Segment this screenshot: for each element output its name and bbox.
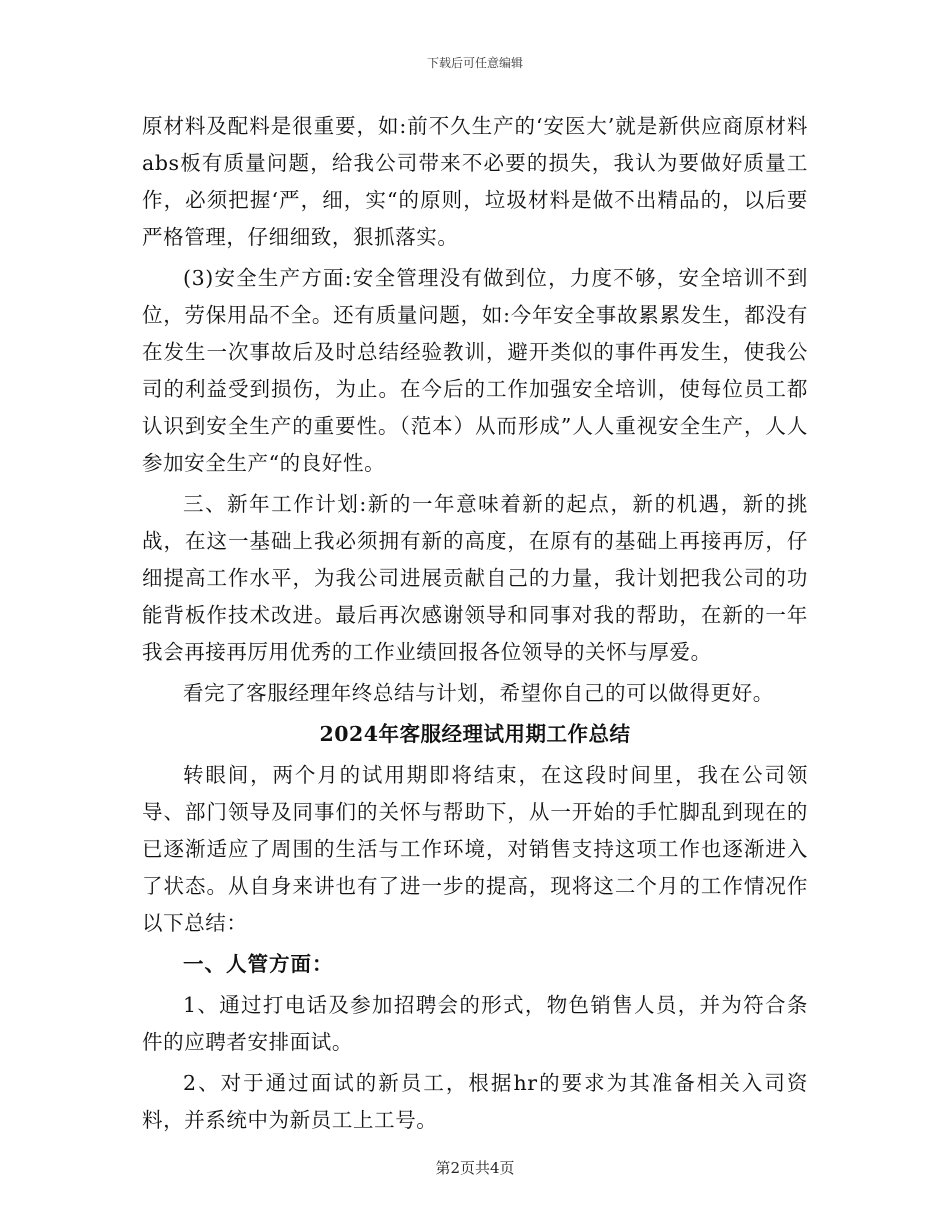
paragraph-closing: 看完了客服经理年终总结与计划，希望你自己的可以做得更好。 — [183, 681, 774, 705]
paragraph-item-2: 2、对于通过面试的新员工，根据hr的要求为其准备相关入司资料，并系统中为新员工上工号。 — [142, 1071, 808, 1132]
paragraph-item-1: 1、通过打电话及参加招聘会的形式，物色销售人员，并为符合条件的应聘者安排面试。 — [142, 993, 808, 1054]
document-body — [142, 108, 808, 1139]
paragraph-new-year-plan: 三、新年工作计划:新的一年意味着新的起点，新的机遇，新的挑战，在这一基础上我必须拥有新的高度，在原有的基础上再接再厉，仔细提高工作水平，为我公司进展贡献自己的力量，我计划把我公司的功能背板作技术改进。最后再次感谢领导和同事对我的帮助，在新的一年我会再接再厉用优秀的工作业绩回报各位领导的关怀与厚爱。 — [142, 492, 808, 664]
paragraph-materials: 原材料及配料是很重要，如:前不久生产的‘安医大’就是新供应商原材料abs板有质量问题，给我公司带来不必要的损失，我认为要做好质量工作，必须把握‘严，细，实“的原则，垃圾材料是做不出精品的，以后要严格管理，仔细细致，狠抓落实。 — [142, 114, 808, 249]
page-header: 下载后可任意编辑 — [426, 56, 523, 70]
paragraph-safety: (3)安全生产方面:安全管理没有做到位，力度不够，安全培训不到位，劳保用品不全。还有质量问题，如:今年安全事故累累发生，都没有在发生一次事故后及时总结经验教训，避开类似的事件再发生，使我公司的利益受到损伤，为止。在今后的工作加强安全培训，使每位员工都认识到安全生产的重要性。（范本）从而形成”人人重视安全生产，人人参加安全生产“的良好性。 — [142, 266, 808, 475]
page-number: 第2页共4页 — [435, 1159, 515, 1177]
section-title: 2024年客服经理试用期工作总结 — [319, 722, 631, 746]
paragraph-intro: 转眼间，两个月的试用期即将结束，在这段时间里，我在公司领导、部门领导及同事们的关怀与帮助下，从一开始的手忙脚乱到现在的已逐渐适应了周围的生活与工作环境，对销售支持这项工作也逐渐进入了状态。从自身来讲也有了进一步的提高，现将这二个月的工作情况作以下总结： — [142, 763, 808, 935]
subheading-personnel: 一、人管方面： — [183, 952, 334, 976]
